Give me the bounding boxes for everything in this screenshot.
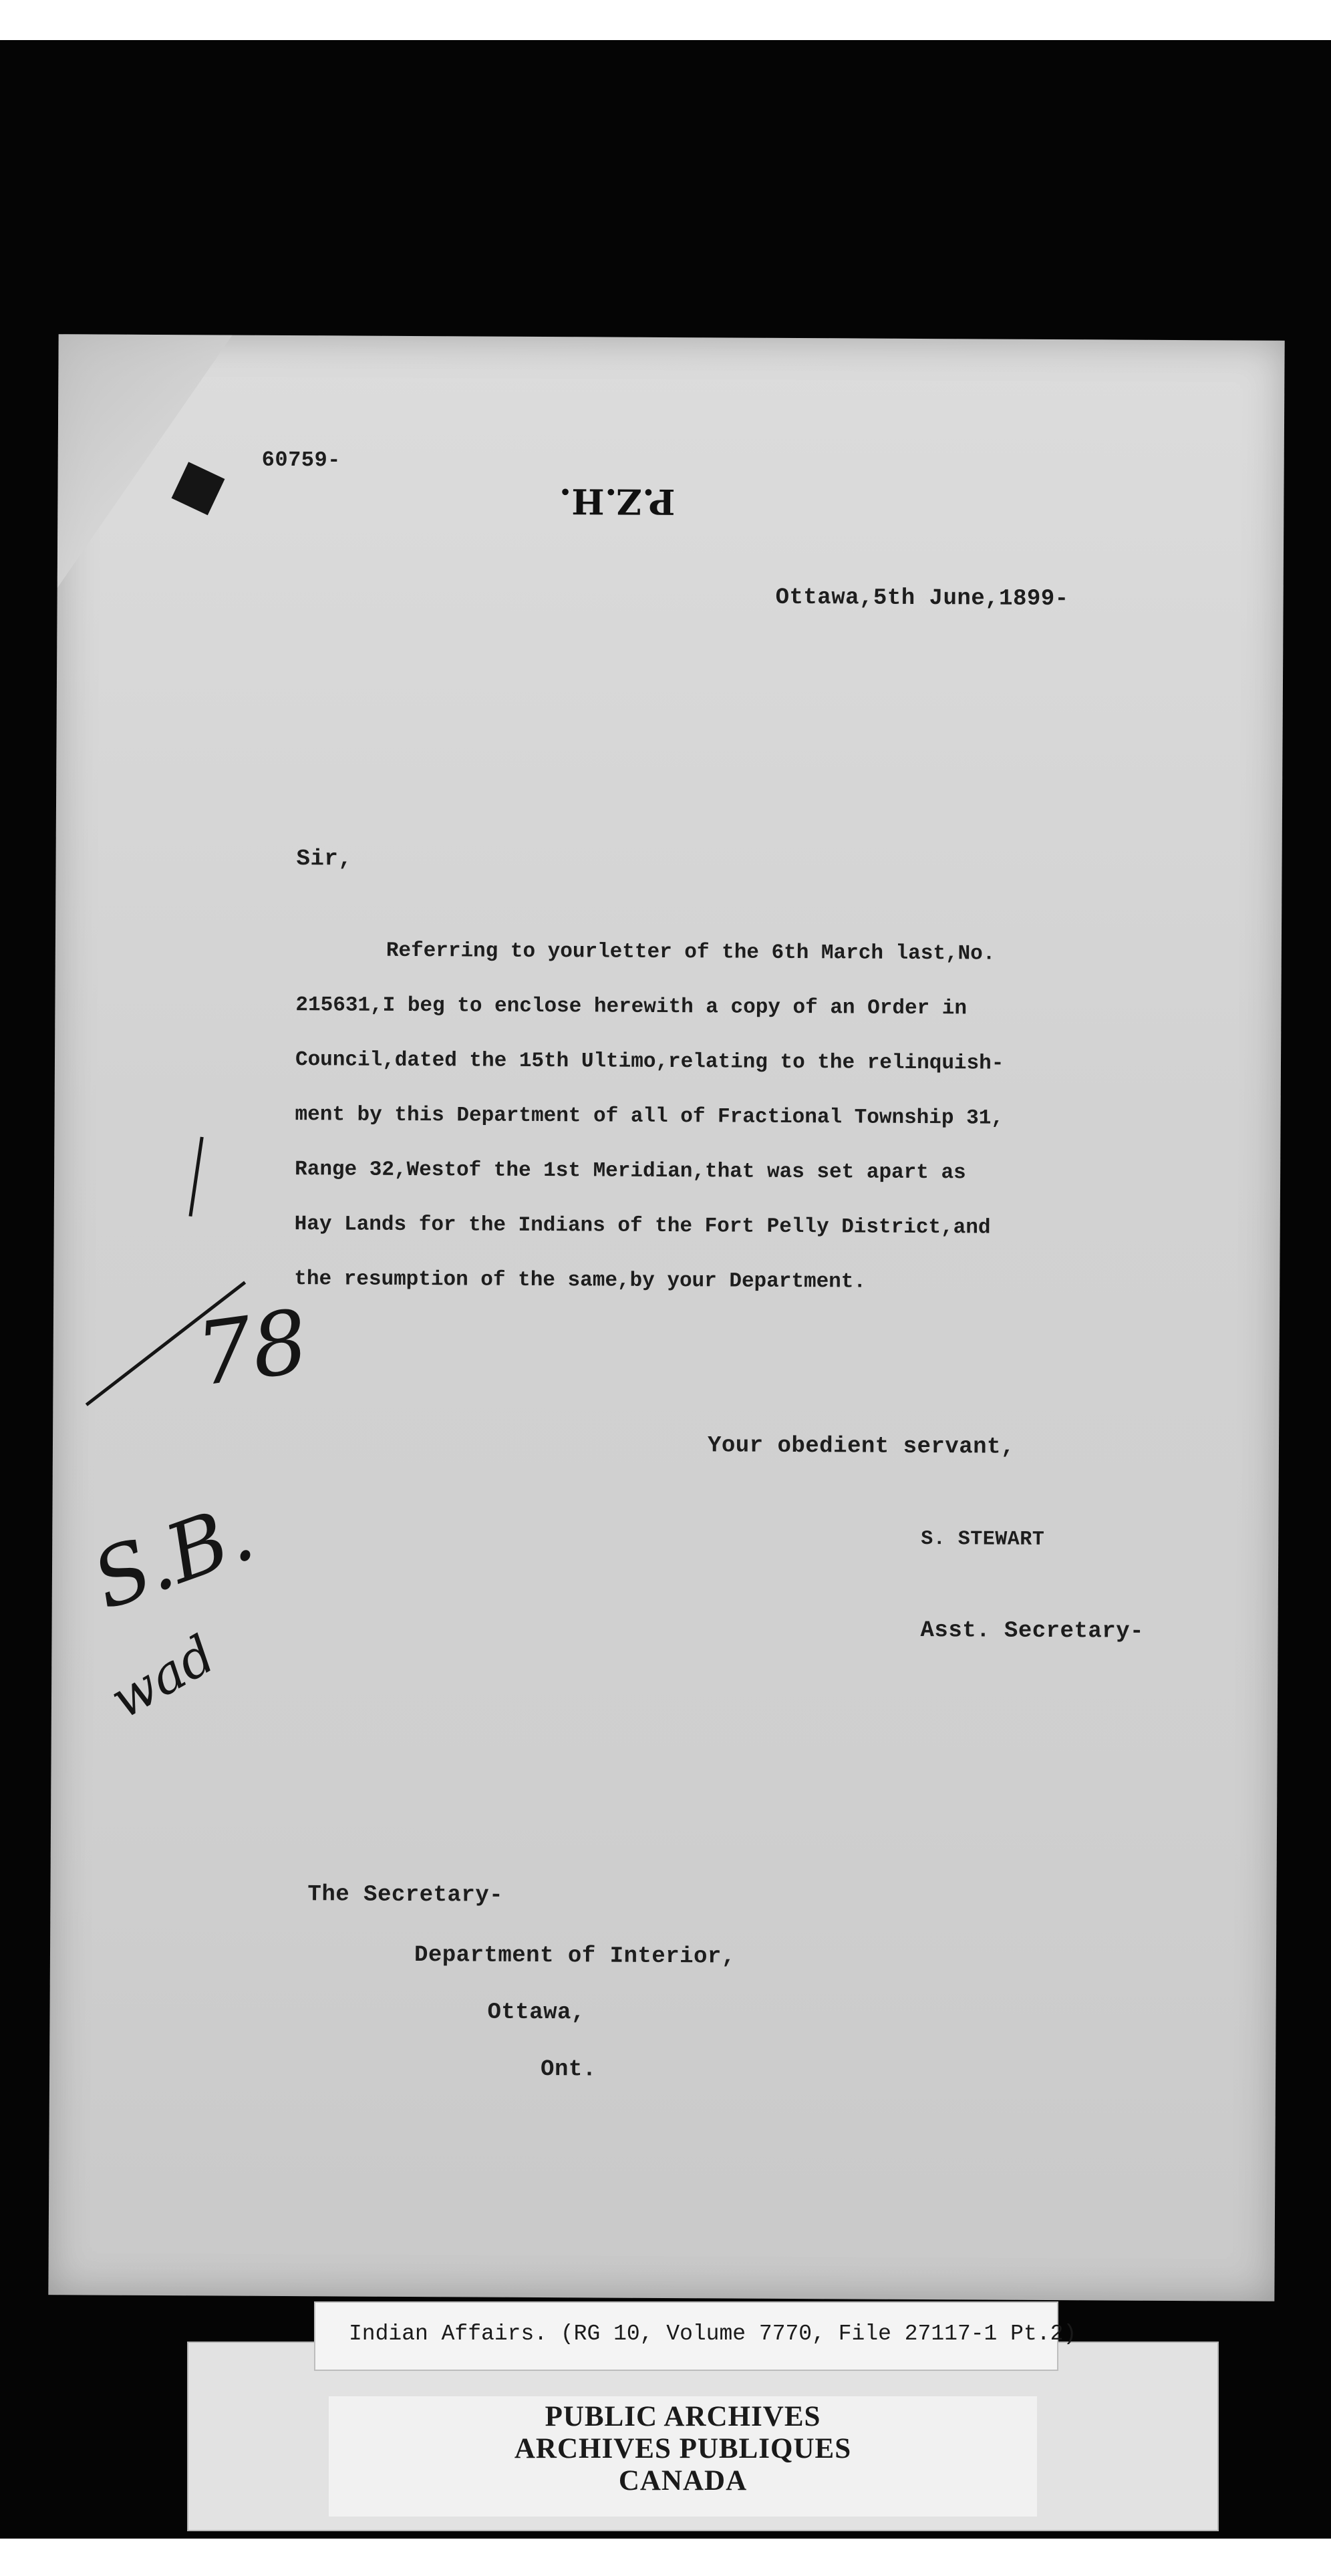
microfilm-frame (0, 40, 1331, 2539)
address-line: Ont. (541, 2057, 597, 2083)
letter-body (294, 923, 1265, 1312)
archive-reference-text: Indian Affairs. (RG 10, Volume 7770, File 27117-1 Pt.2) (349, 2321, 1077, 2346)
dateline: Ottawa,5th June,1899- (775, 585, 1069, 613)
archive-reference-label (314, 2301, 1077, 2371)
file-number: 60759- (261, 447, 341, 473)
pen-tick (188, 1137, 203, 1217)
closing: Your obedient servant, (707, 1433, 1015, 1460)
page-fold-corner (57, 334, 233, 589)
archive-stamp-line: CANADA (618, 2465, 748, 2497)
signature: S. STEWART (921, 1527, 1045, 1551)
body-line: the resumption of the same,by your Department. (294, 1267, 867, 1294)
handwritten-number: 78 (190, 1290, 314, 1406)
letter-page (48, 334, 1284, 2301)
handwritten-clerk-initials: wad (100, 1624, 225, 1731)
body-line: Referring to yourletter of the 6th March last,No. (386, 939, 996, 966)
address-line: Ottawa, (487, 1999, 585, 2026)
body-line: Range 32,Westof the 1st Meridian,that was set apart as (295, 1158, 966, 1185)
body-line: ment by this Department of all of Fractional Township 31, (295, 1103, 1004, 1130)
signatory-title: Asst. Secretary- (920, 1617, 1145, 1645)
body-line: Council,dated the 15th Ultimo,relating to the relinquish- (295, 1048, 1004, 1076)
body-line: Hay Lands for the Indians of the Fort Pelly District,and (294, 1213, 991, 1240)
body-line: 215631,I beg to enclose herewith a copy of an Order in (295, 993, 968, 1021)
archive-stamp-line: PUBLIC ARCHIVES (545, 2401, 821, 2432)
salutation: Sir, (296, 846, 353, 872)
archive-stamp-line: ARCHIVES PUBLIQUES (514, 2433, 852, 2464)
address-line: Department of Interior, (414, 1943, 736, 1970)
addressee: The Secretary- (307, 1882, 504, 1909)
tape-mark (172, 462, 225, 515)
archive-stamp-panel (329, 2396, 1037, 2517)
handwritten-initials: S.B. (81, 1486, 265, 1628)
stamp-mark: P.Z.H. (559, 480, 676, 522)
